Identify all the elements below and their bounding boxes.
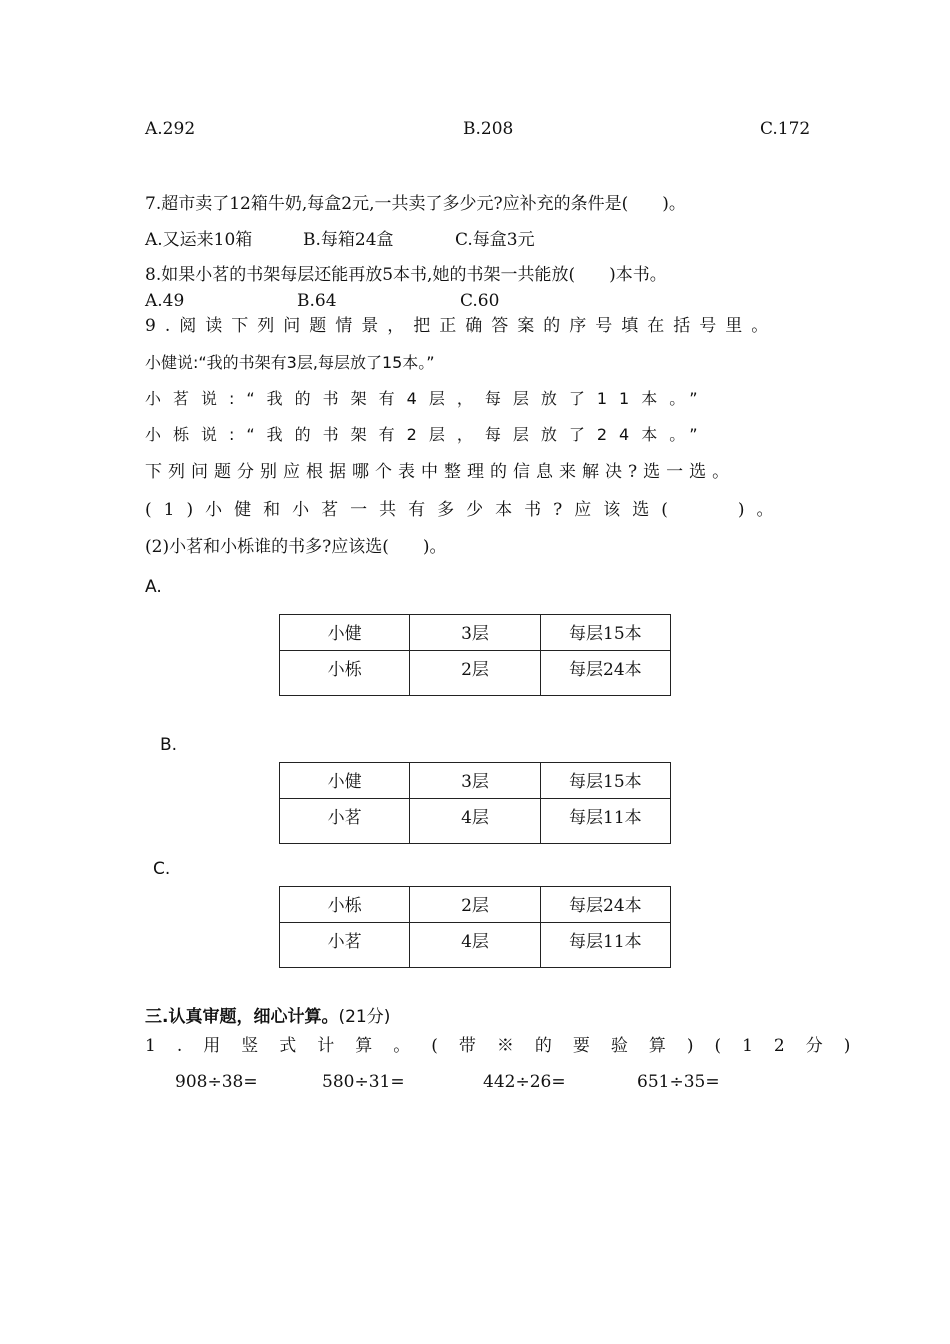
q6-option-a: A.292 [145, 119, 196, 139]
expr-1: 908÷38= [175, 1072, 258, 1092]
expr-4: 651÷35= [637, 1072, 720, 1092]
q9-li-quote: 小栎说:“我的书架有2层，每层放了24本。” [145, 425, 710, 444]
table-cell: 小健 [280, 763, 410, 799]
table-cell: 每层24本 [540, 651, 670, 696]
table-cell: 4层 [410, 923, 540, 968]
table-cell: 2层 [410, 887, 540, 923]
section3-heading [145, 1006, 390, 1028]
q9-stem: 9.阅读下列问题情景，把正确答案的序号填在括号里。 [145, 316, 778, 336]
q9-jian-quote: 小健说:“我的书架有3层,每层放了15本。” [145, 353, 435, 372]
q9-ming-quote: 小茗说:“我的书架有4层，每层放了11本。” [145, 389, 710, 408]
q6-option-b: B.208 [463, 119, 514, 139]
table-cell: 3层 [410, 763, 540, 799]
q9-sub1: (1)小健和小茗一共有多少本书?应该选( )。 [145, 500, 786, 520]
table-b [279, 762, 671, 844]
q8-option-a: A.49 [145, 291, 185, 311]
q7-option-b: B.每箱24盒 [303, 230, 394, 250]
q8-option-b: B.64 [297, 291, 337, 311]
table-cell: 小茗 [280, 923, 410, 968]
expr-3: 442÷26= [483, 1072, 566, 1092]
table-cell: 小栎 [280, 887, 410, 923]
table-c-label: C. [153, 859, 171, 879]
q7-stem: 7.超市卖了12箱牛奶,每盒2元,一共卖了多少元?应补充的条件是( )。 [145, 194, 686, 214]
section3-q1: 1.用竖式计算。(带※的要验算)(12分) [145, 1036, 872, 1056]
q8-option-c: C.60 [460, 291, 500, 311]
table-a-label: A. [145, 577, 162, 597]
q9-prompt: 下列问题分别应根据哪个表中整理的信息来解决?选一选。 [145, 462, 736, 482]
table-cell: 每层24本 [540, 887, 670, 923]
q6-option-c: C.172 [760, 119, 811, 139]
table-cell: 2层 [410, 651, 540, 696]
table-cell: 3层 [410, 615, 540, 651]
table-cell: 4层 [410, 799, 540, 844]
table-a [279, 614, 671, 696]
table-cell: 每层15本 [540, 763, 670, 799]
table-cell: 小栎 [280, 651, 410, 696]
section3-title: 三.认真审题，细心计算。 [145, 1007, 339, 1027]
table-cell: 小健 [280, 615, 410, 651]
q7-option-c: C.每盒3元 [455, 230, 535, 250]
q8-stem: 8.如果小茗的书架每层还能再放5本书,她的书架一共能放( )本书。 [145, 265, 667, 285]
table-b-label: B. [160, 735, 178, 755]
table-cell: 每层11本 [540, 799, 670, 844]
table-c [279, 886, 671, 968]
section3-score: (21分) [338, 1007, 391, 1027]
table-cell: 每层11本 [540, 923, 670, 968]
table-cell: 每层15本 [540, 615, 670, 651]
expr-2: 580÷31= [322, 1072, 405, 1092]
q9-sub2: (2)小茗和小栎谁的书多?应该选( )。 [145, 537, 447, 557]
table-cell: 小茗 [280, 799, 410, 844]
q7-option-a: A.又运来10箱 [145, 230, 253, 250]
